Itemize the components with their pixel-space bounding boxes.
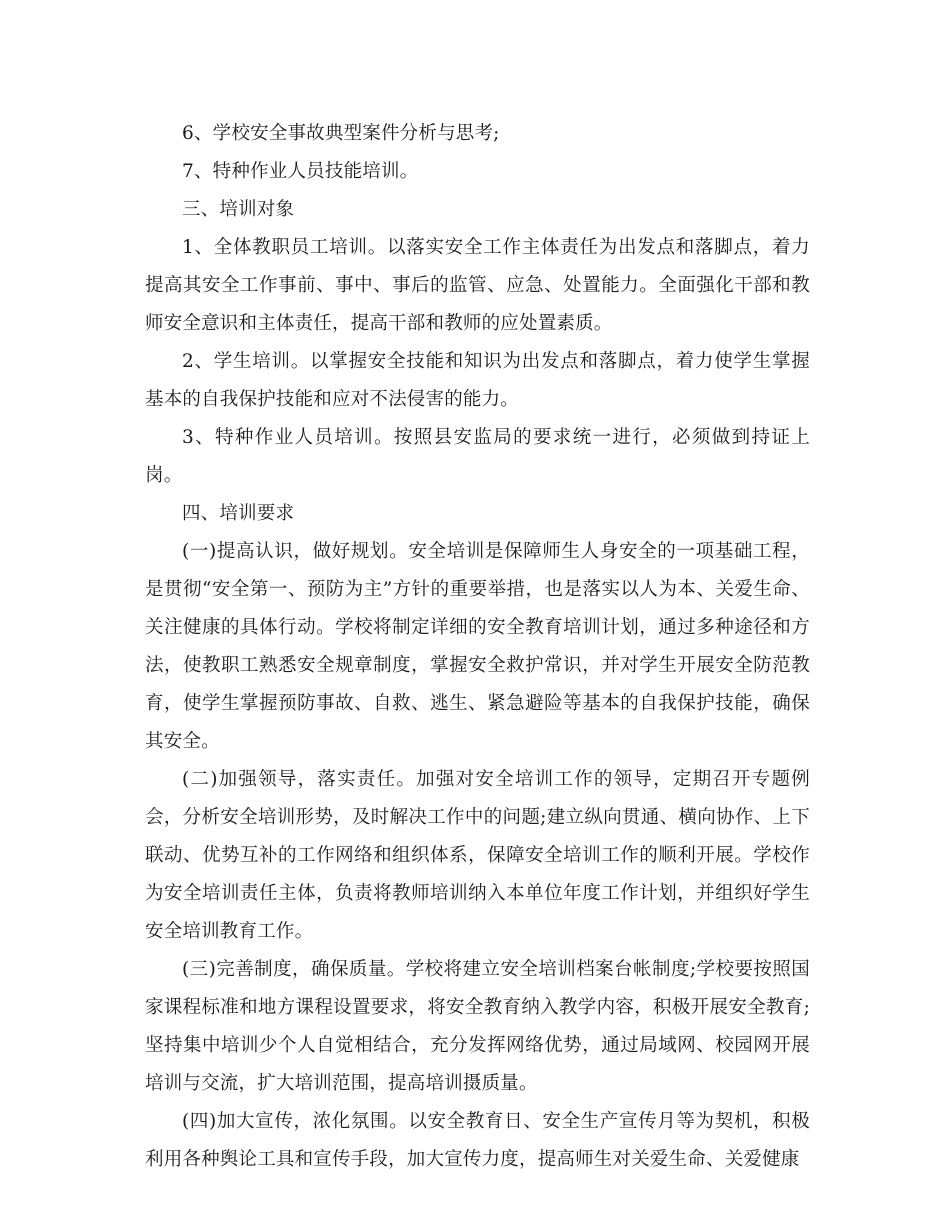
section-heading-4: 四、培训要求 (182, 503, 295, 524)
paragraph-staff-training: 1、全体教职员工培训。以落实安全工作主体责任为出发点和落脚点，着力提高其安全工作事前、事中、事后的监管、应急、处置能力。全面强化干部和教师安全意识和主体责任，提高干部和教师的应处置素质。 (145, 237, 810, 334)
paragraph-requirement-1: (一)提高认识，做好规划。安全培训是保障师生人身安全的一项基础工程，是贯彻“安全第一、预防为主”方针的重要举措，也是落实以人为本、关爱生命、关注健康的具体行动。学校将制定详细的安全教育培训计划，通过多种途径和方法，使教职工熟悉安全规章制度，掌握安全救护常识，并对学生开展安全防范教育，使学生掌握预防事故、自救、逃生、紧急避险等基本的自我保护技能，确保其安全。 (145, 541, 810, 752)
paragraph-requirement-2: (二)加强领导，落实责任。加强对安全培训工作的领导，定期召开专题例会，分析安全培训形势，及时解决工作中的问题;建立纵向贯通、横向协作、上下联动、优势互补的工作网络和组织体系，保障安全培训工作的顺利开展。学校作为安全培训责任主体，负责将教师培训纳入本单位年度工作计划，并组织好学生安全培训教育工作。 (145, 769, 810, 942)
paragraph-requirement-4: (四)加大宣传，浓化氛围。以安全教育日、安全生产宣传月等为契机，积极利用各种舆论工具和宣传手段，加大宣传力度，提高师生对关爱生命、关爱健康 (145, 1111, 810, 1170)
paragraph-student-training: 2、学生培训。以掌握安全技能和知识为出发点和落脚点，着力使学生掌握基本的自我保护技能和应对不法侵害的能力。 (145, 351, 810, 410)
section-heading-3: 三、培训对象 (182, 199, 295, 220)
document-body (145, 115, 810, 1179)
list-item-6: 6、学校安全事故典型案件分析与思考; (182, 123, 500, 144)
list-item-7: 7、特种作业人员技能培训。 (182, 161, 419, 182)
paragraph-special-operations-training: 3、特种作业人员培训。按照县安监局的要求统一进行，必须做到持证上岗。 (145, 427, 810, 486)
paragraph-requirement-3: (三)完善制度，确保质量。学校将建立安全培训档案台帐制度;学校要按照国家课程标准和地方课程设置要求，将安全教育纳入教学内容，积极开展安全教育;坚持集中培训少个人自觉相结合，充分发挥网络优势，通过局域网、校园网开展培训与交流，扩大培训范围，提高培训摄质量。 (145, 959, 810, 1094)
